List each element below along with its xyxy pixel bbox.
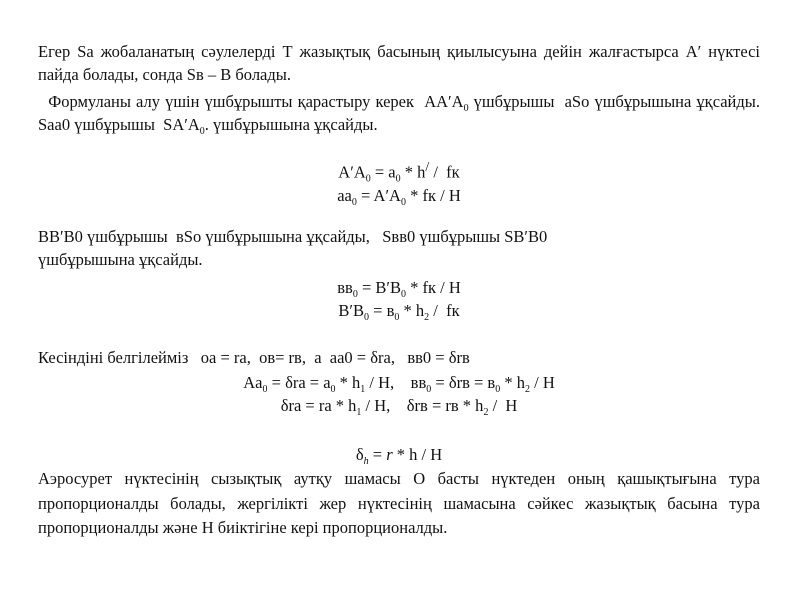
- text-run: δrа = rа * h: [280, 396, 357, 415]
- text-run: r: [386, 445, 393, 464]
- text-run: * h: [399, 301, 425, 320]
- text-line: [38, 225, 760, 248]
- text-run: / H, δrв = rв * h: [361, 396, 484, 415]
- text-line: [38, 248, 760, 271]
- para-conclusion: [38, 467, 765, 541]
- subscript: 0: [351, 196, 357, 208]
- text-line: [38, 40, 765, 86]
- text-run: / fк: [429, 162, 460, 182]
- text-run: * h / H: [392, 445, 443, 464]
- subscript: 0: [352, 289, 358, 300]
- text-run: BB′B0 үшбұрышы вSo үшбұрышына ұқсайды, Sвв0 үшбұрышы SB′B0: [38, 227, 548, 246]
- text-run: B′B: [338, 301, 365, 320]
- superscript: /: [425, 159, 430, 174]
- text-run: * h: [335, 373, 361, 392]
- subscript: 1: [360, 384, 366, 395]
- text-run: δ: [355, 445, 364, 464]
- text-line: [38, 394, 760, 417]
- formulas-delta: [38, 371, 760, 417]
- text-line: [38, 371, 760, 394]
- text-line: [38, 90, 769, 137]
- subscript: 0: [330, 384, 336, 395]
- text-run: вв: [337, 278, 353, 297]
- subscript: 1: [356, 407, 362, 418]
- text-run: =: [368, 445, 387, 464]
- text-run: * h: [500, 373, 525, 392]
- subscript: 2: [483, 407, 489, 418]
- formulas-a: [38, 155, 760, 207]
- subscript: 0: [394, 312, 400, 323]
- text-run: = δrа = a: [267, 373, 331, 392]
- text-run: aa: [337, 185, 352, 205]
- text-run: Егер Sa жобаланатың сәулелерді Т жазықтық басының қиылысуына дейін жалғастырса A′ нүктесі пайда болады, сонда Sв – B болады.: [38, 42, 765, 84]
- formulas-b: [38, 276, 760, 322]
- subscript: 0: [364, 312, 370, 323]
- text-run: = B′B: [357, 278, 401, 297]
- subscript: 0: [426, 384, 432, 395]
- text-line: [38, 346, 760, 369]
- text-run: = δrв = в: [431, 373, 496, 392]
- text-run: Формуланы алу үшін үшбұрышты қарастыру керек AA′A: [38, 92, 464, 111]
- subscript: 0: [365, 173, 371, 185]
- text-run: * h: [400, 162, 426, 182]
- text-run: = в: [369, 301, 395, 320]
- text-run: Aa: [243, 373, 263, 392]
- text-run: / H: [529, 373, 555, 392]
- para-formula-intro: [38, 90, 769, 137]
- text-line: [38, 276, 760, 299]
- text-run: / fк: [429, 301, 460, 320]
- subscript: 0: [495, 384, 501, 395]
- para-intro: [38, 40, 765, 86]
- text-line: [38, 467, 765, 541]
- text-run: = a: [370, 162, 396, 182]
- subscript: h: [363, 456, 369, 467]
- text-run: . үшбұрышына ұқсайды.: [204, 115, 378, 134]
- text-run: = A′A: [356, 185, 401, 205]
- subscript: 0: [395, 173, 401, 185]
- text-line: [38, 299, 760, 322]
- text-line: [38, 155, 760, 184]
- subscript: 0: [463, 103, 469, 114]
- text-run: / H, вв: [365, 373, 427, 392]
- text-run: * fк / H: [406, 278, 461, 297]
- subscript: 0: [262, 384, 268, 395]
- text-run: үшбұрышына ұқсайды.: [38, 250, 203, 269]
- text-run: / H: [488, 396, 518, 415]
- text-run: Аэросурет нүктесінің сызықтық аутқу шамасы О басты нүктеден оның қашықтығына тура пропорционалды болады, жергілікті жер нүктесінің шамасына сәйкес жазықтық басына тура пропорционалды және Н биіктігіне кері пропорционалды.: [38, 469, 765, 537]
- text-line: [38, 443, 760, 466]
- subscript: 0: [199, 126, 205, 137]
- para-segments: [38, 346, 760, 369]
- text-run: * fк / H: [405, 185, 461, 205]
- subscript: 0: [400, 196, 406, 208]
- subscript: 2: [524, 384, 530, 395]
- text-run: A′A: [338, 162, 366, 182]
- formula-final: [38, 443, 760, 466]
- text-run: үшбұрышы aSo үшбұрышына ұқсайды. Saa0 үшбұрышы SA′A: [38, 92, 769, 134]
- para-b: [38, 225, 760, 271]
- text-run: Кесіндіні белгілейміз оа = rа, ов= rв, а аа0 = δrа, вв0 = δrв: [38, 348, 470, 367]
- subscript: 0: [401, 289, 406, 300]
- text-line: [38, 184, 760, 207]
- subscript: 2: [424, 312, 430, 323]
